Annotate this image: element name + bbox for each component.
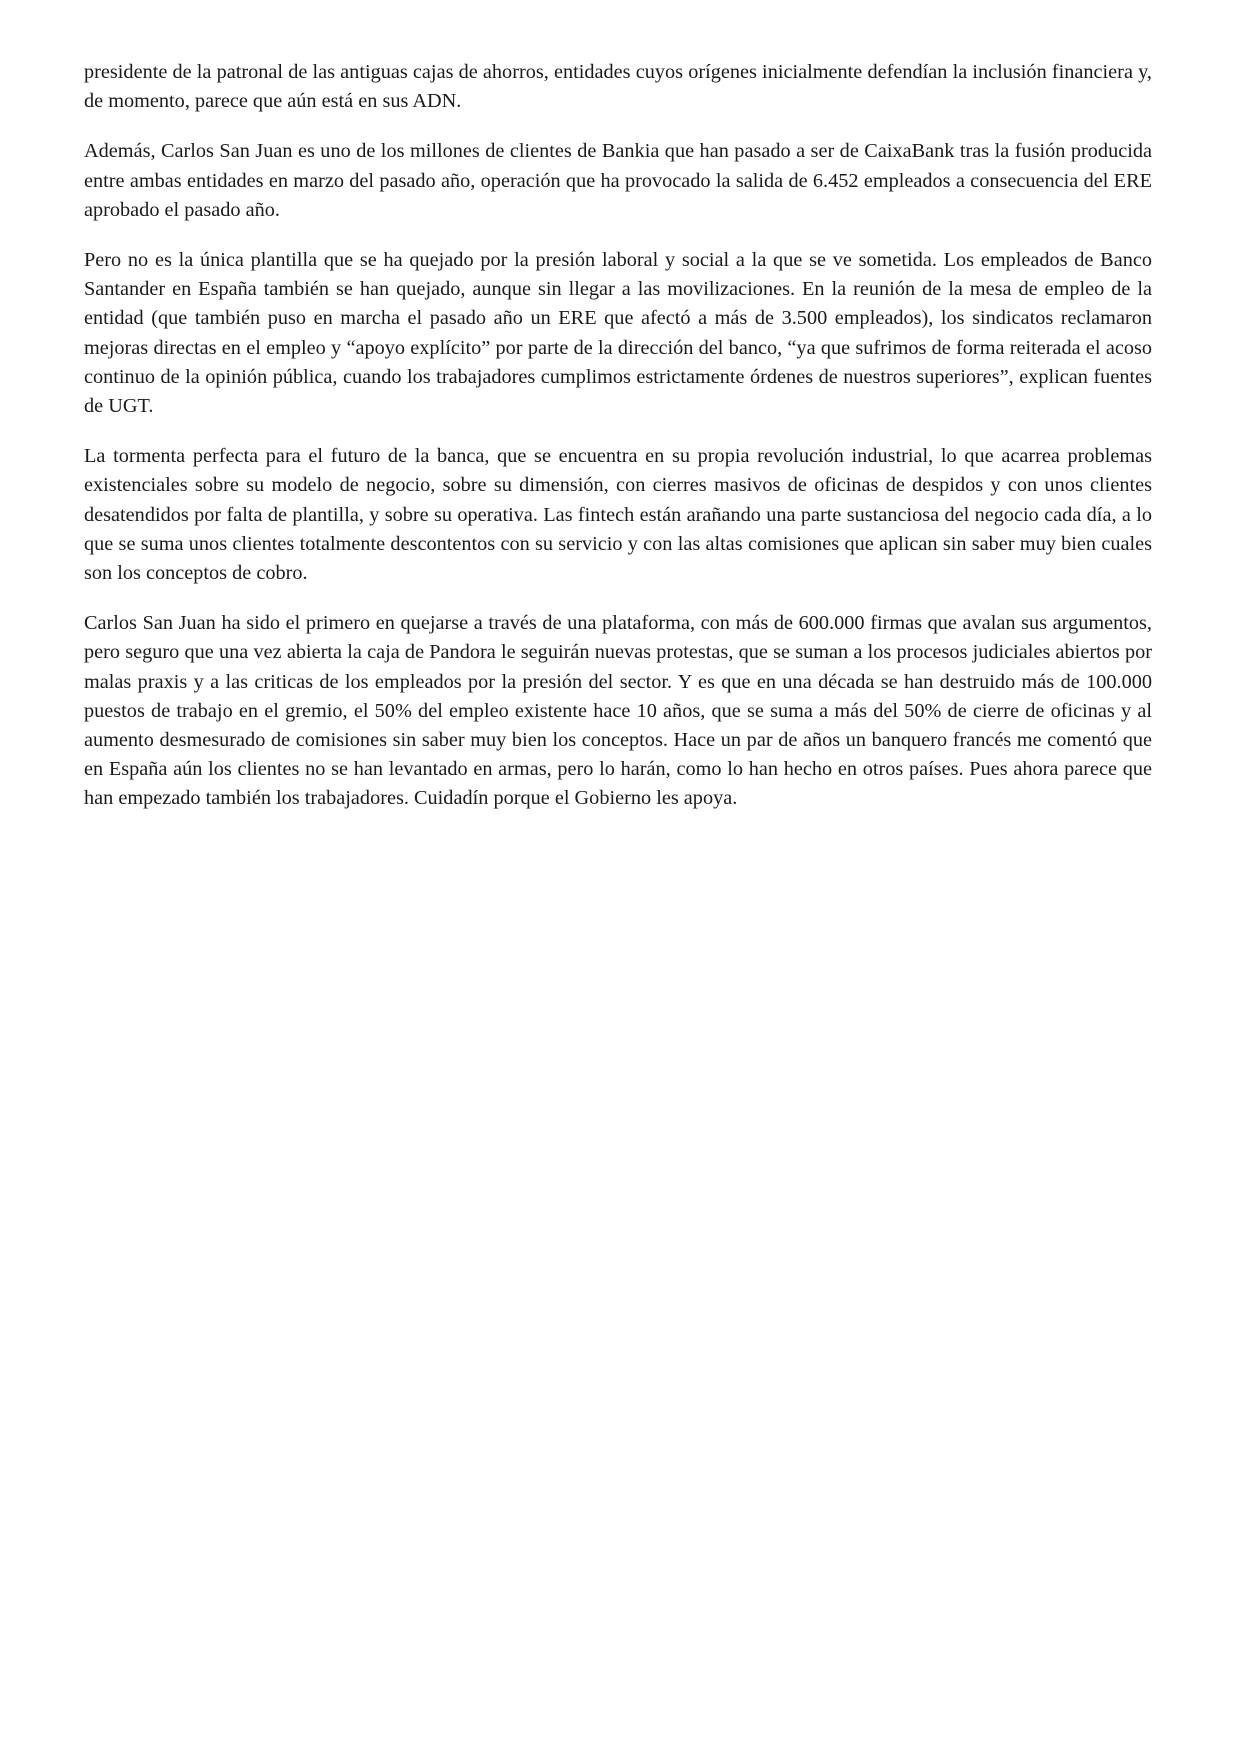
paragraph-3: Pero no es la única plantilla que se ha quejado por la presión laboral y social a la que se ve sometida. Los empleados de Banco Santander en España también se han quejado, aunque sin llegar a las movilizaciones. En la reunión de la mesa de empleo de la entidad (que también puso en marcha el pasado año un ERE que afectó a más de 3.500 empleados), los sindicatos reclamaron mejoras directas en el empleo y “apoyo explícito” por parte de la dirección del banco, “ya que sufrimos de forma reiterada el acoso continuo de la opinión pública, cuando los trabajadores cumplimos estrictamente órdenes de nuestros superiores”, explican fuentes de UGT. [84,249,1152,418]
paragraph-1: presidente de la patronal de las antiguas cajas de ahorros, entidades cuyos orígenes inicialmente defendían la inclusión financiera y, de momento, parece que aún está en sus ADN. [84,61,1152,113]
article-body [84,58,1152,835]
paragraph-4: La tormenta perfecta para el futuro de la banca, que se encuentra en su propia revolución industrial, lo que acarrea problemas existenciales sobre su modelo de negocio, sobre su dimensión, con cierres masivos de oficinas de despidos y con unos clientes desatendidos por falta de plantilla, y sobre su operativa. Las fintech están arañando una parte sustanciosa del negocio cada día, a lo que se suma unos clientes totalmente descontentos con su servicio y con las altas comisiones que aplican sin saber muy bien cuales son los conceptos de cobro. [84,445,1152,585]
paragraph-2: Además, Carlos San Juan es uno de los millones de clientes de Bankia que han pasado a ser de CaixaBank tras la fusión producida entre ambas entidades en marzo del pasado año, operación que ha provocado la salida de 6.452 empleados a consecuencia del ERE aprobado el pasado año. [84,140,1152,221]
paragraph-5: Carlos San Juan ha sido el primero en quejarse a través de una plataforma, con más de 600.000 firmas que avalan sus argumentos, pero seguro que una vez abierta la caja de Pandora le seguirán nuevas protestas, que se suman a los procesos judiciales abiertos por malas praxis y a las criticas de los empleados por la presión del sector. Y es que en una década se han destruido más de 100.000 puestos de trabajo en el gremio, el 50% del empleo existente hace 10 años, que se suma a más del 50% de cierre de oficinas y al aumento desmesurado de comisiones sin saber muy bien los conceptos. Hace un par de años un banquero francés me comentó que en España aún los clientes no se han levantado en armas, pero lo harán, como lo han hecho en otros países. Pues ahora parece que han empezado también los trabajadores. Cuidadín porque el Gobierno les apoya. [84,612,1152,810]
